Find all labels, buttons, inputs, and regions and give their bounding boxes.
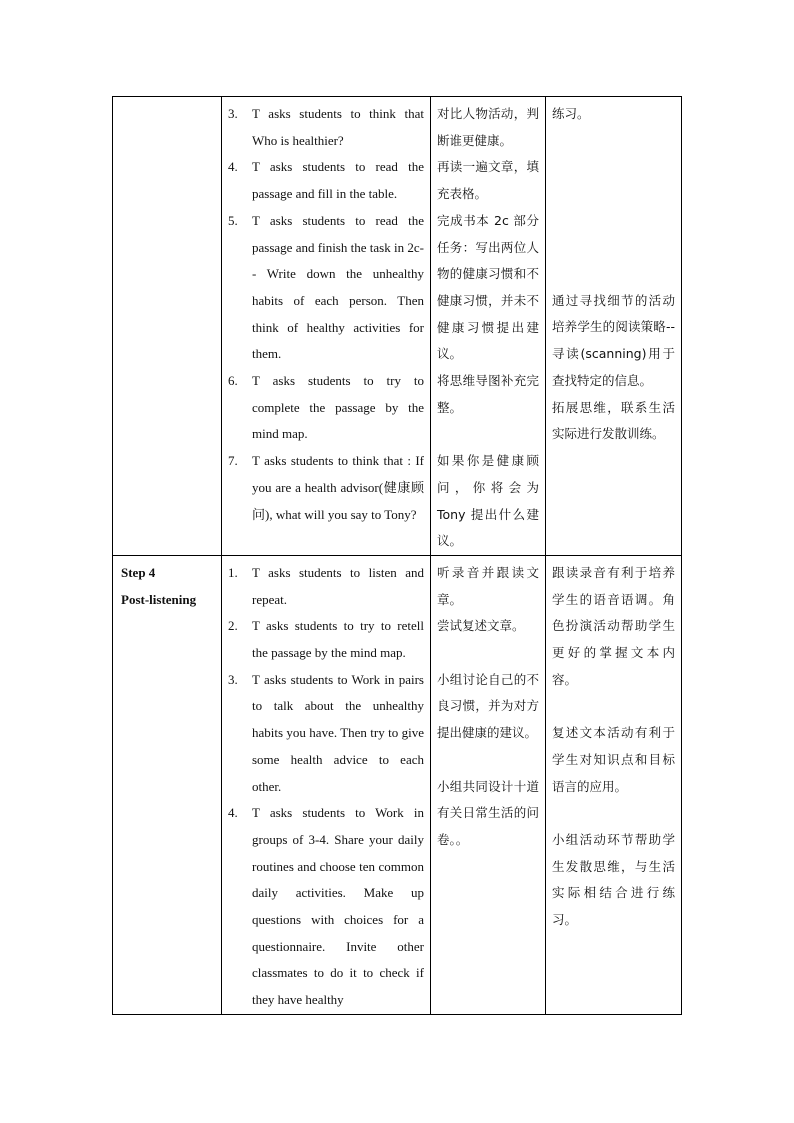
list-item: 7. T asks students to think that : If you are a health advisor(健康顾问), what will you say to Tony? (228, 453, 424, 522)
activity-text: 小组共同设计十道有关日常生活的问卷。。 (437, 778, 539, 847)
activity-text: 听录音并跟读文章。 (437, 564, 539, 607)
activity-text: 对比人物活动，判断谁更健康。 (437, 106, 539, 148)
activity-text: 将思维导图补充完整。 (437, 373, 539, 415)
student-activities-cell (431, 555, 546, 1014)
student-activities-cell (431, 97, 546, 556)
table-row (113, 555, 682, 1014)
list-item: 5. T asks students to read the passage and finish the task in 2c-- Write down the unhealthy habits of each person. Then think of healthy activities for them. (228, 212, 424, 362)
step-label: Step 4 (121, 564, 156, 580)
list-item: 4. T asks students to read the passage and fill in the table. (228, 159, 424, 202)
purpose-text: 练习。 (552, 106, 590, 121)
purpose-text: 小组活动环节帮助学生发散思维，与生活实际相结合进行练习。 (552, 831, 675, 928)
lesson-plan-table (112, 96, 682, 1015)
table-row (113, 97, 682, 556)
activity-text: 再读一遍文章，填充表格。 (437, 159, 539, 202)
task-list (228, 101, 424, 528)
activity-text: 如果你是健康顾问，你将会为Tony 提出什么建议。 (437, 453, 539, 549)
list-item: 1. T asks students to listen and repeat. (228, 564, 424, 607)
purpose-text: 拓展思维，联系生活实际进行发散训练。 (552, 399, 675, 442)
purpose-text: 复述文本活动有利于学生对知识点和目标语言的应用。 (552, 725, 675, 794)
teacher-tasks-cell (222, 97, 431, 556)
list-item: 3. T asks students to Work in pairs to talk about the unhealthy habits you have. Then try to give some health advice to each other. (228, 671, 424, 794)
list-item: 4. T asks students to Work in groups of 3-4. Share your daily routines and choose ten common daily activities. Make up questions with choices for a questionnaire. Invite other classmates to do it to check if they have healthy (228, 805, 424, 1008)
step-cell (113, 97, 222, 556)
teacher-tasks-cell (222, 555, 431, 1014)
task-list (228, 560, 424, 1014)
activity-text: 尝试复述文章。 (437, 618, 525, 634)
purpose-text: 通过寻找细节的活动培养学生的阅读策略--寻读(scanning)用于查找特定的信息。 (552, 292, 675, 388)
step-cell (113, 555, 222, 1014)
purpose-cell (546, 555, 682, 1014)
purpose-text: 跟读录音有利于培养学生的语音语调。角色扮演活动帮助学生更好的掌握文本内容。 (552, 564, 675, 687)
list-item: 6. T asks students to try to complete the passage by the mind map. (228, 373, 424, 442)
activity-text: 完成书本 2c 部分任务：写出两位人物的健康习惯和不健康习惯，并未不健康习惯提出建议。 (437, 212, 539, 362)
list-item: 2. T asks students to try to retell the passage by the mind map. (228, 618, 424, 661)
list-item: 3. T asks students to think that Who is healthier? (228, 106, 424, 148)
purpose-cell (546, 97, 682, 556)
step-name: Post-listening (121, 591, 197, 607)
activity-text: 小组讨论自己的不良习惯，并为对方提出健康的建议。 (437, 671, 539, 741)
